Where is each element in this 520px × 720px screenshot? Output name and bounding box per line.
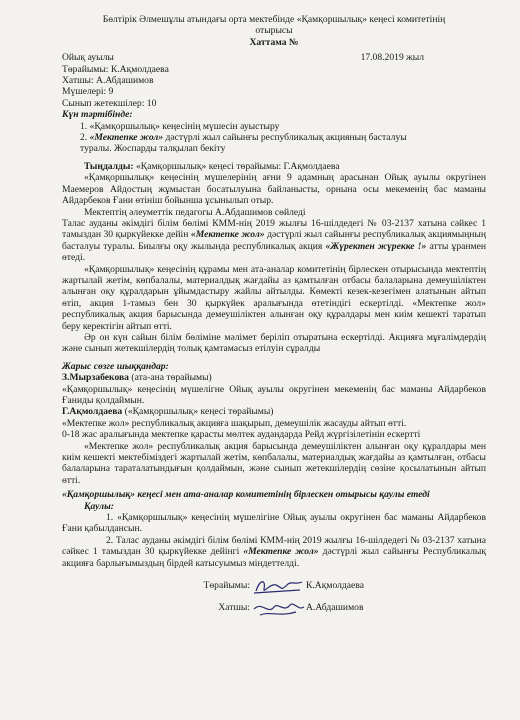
class-teachers-line: Сынып жетекшілер: 10	[62, 97, 157, 109]
document-title: Хаттама №	[249, 36, 299, 48]
secretary-signature-icon	[250, 597, 306, 619]
listened-paragraph-4: «Қамқоршылық» кеңесінің құрамы мен ата-аналар комитетінің бірлескен отырысында мектептің жартылай жетім, көпбалалы, материалдық жағдайы аз қамтылған отбасы балаларына демеушіліктен алынған оқу құралдарын ұйымдастыру жайлы айтылды. Көмекті кезек-кезегімен алатынын айтып өтіп, акция 1-тамыз бен 30 қыркүйек аралығында өтетіндігі ескертілді. «Мектепке жол» республикалық акция барысында демеушіліктен алынған оқу құралдары мен киім кешекті таратып беру керектігін айтып өтті.	[62, 263, 486, 332]
resolution-heading: «Қамқоршылық» кеңесі мен ата-аналар комитетінің бірлескен отырысы қаулы етеді	[62, 489, 430, 501]
place-date-row	[62, 52, 486, 63]
speaker-2-text-2: 0-18 жас аралығында мектепке қарасты мөлтек аудандарда Рейд жүргізілетінін ескертті	[62, 429, 421, 441]
chair-signature-row	[62, 575, 486, 597]
meeting-date: 17.08.2019 жыл	[360, 52, 424, 64]
listened-paragraph-3: Талас ауданы әкімдігі білім бөлімі КММ-нің 2019 жылғы 16-шілдедегі № 03-2137 хатына сәйкес 1 тамыздан 30 қыркүйекке дейін «Мектепке жол» дәстүрлі жыл сайынғы республикалық акциямыңның басталуы туралы. Биылғы оқу жылында республикалық акция «Жүректен жүрекке !» атты ұранмен өтеді.	[62, 217, 487, 264]
debate-heading: Жарыс сөзге шыққандар:	[62, 360, 169, 372]
secretary-signature-label: Хатшы:	[218, 602, 250, 614]
resolution-item-1: 1. «Қамқоршылық» кеңесінің мүшелігіне Ойық ауылы округінен бас маманы Айдарбеков Ғани қабылдансын.	[62, 512, 486, 535]
resolution-subheading: Қаулы:	[84, 500, 114, 512]
speaker-1-text: «Қамқоршылық» кеңесінің мүшелігне Ойық ауылы округінен мекеменің бас маманы Айдарбеков Ғаниды қолдаймын.	[62, 383, 486, 406]
school-header: Бөлтірік Әлмешұлы атындағы орта мектебінде «Қамқоршылық» кеңесі комитетінің	[102, 14, 446, 25]
speaker-1: З.Мырзабекова (ата-ана төрайымы)	[62, 372, 212, 384]
agenda-item-1: 1. «Қамқоршылық» кеңесінің мүшесін ауыстыру	[80, 120, 280, 132]
chair-signature-name: К.Ақмолдаева	[306, 580, 364, 592]
listened-paragraph-5: Әр он күн сайын білім бөліміне мәлімет беріліп отыратына ескертілді. Акцияға мұғалімдердің және сынып жетекшілердің толық қамтамасыз етілуін сұралды	[62, 331, 486, 355]
resolution-item-2: 2. Талас ауданы әкімдігі білім бөлімі КММ-нің 2019 жылғы 16-шілдедегі № 03-2137 хатына сәйкес 1 тамыздан 30 қыркүйекке дейінгі «Мектепке жол» дәстүрлі жыл сайынғы Республикалық акцияға барлығымыздың бірдей катысуымыз міндеттелді.	[62, 534, 487, 569]
speaker-2: Г.Ақмолдаева («Қамқоршылық» кеңесі төрайымы)	[62, 406, 274, 418]
speaker-2-text-3: «Мектепке жол» республикалық акция барысында демеушіліктен алынған оқу құралдары мен киім кешекті мектебіміздегі жартылай жетім, көпбалалы, материалдық жағдайы аз қамтылған, отбасы балаларына тараталатындығын қолдаймын, және сынып жетекшілердің сөзіне қосылатынын айтып өтті.	[62, 440, 486, 486]
chair-signature-label: Төрайымы:	[203, 580, 250, 592]
listened-paragraph-1: «Қамқоршылық» кеңесінің мүшелерінің ағни 9 адамның арасынан Ойық ауылы округінен Маемеров Айдостың жұмыстан босатылуына байланысты, орнына осы мекеменің бас маманы Айдарбеков Ғани өтініш бойынша ұсынылып отыр.	[62, 172, 486, 207]
speaker-2-text-1: «Мектепке жол» республикалық акцияға шақырып, демеушілік жасауды айтып өтті.	[62, 417, 407, 429]
meeting-label: отырысы	[255, 25, 293, 37]
agenda-item-2: 2. «Мектепке жол» дәстүрлі жыл сайынғы республикалық акцияның басталуы	[80, 132, 407, 144]
agenda-item-2-cont: туралы. Жоспарды талқылап бекіту	[80, 143, 226, 155]
secretary-line: Хатшы: А.Абдашимов	[62, 75, 154, 87]
members-line: Мүшелері: 9	[62, 86, 114, 98]
chair-line: Төрайымы: К.Ақмолдаева	[62, 63, 169, 75]
chair-signature-icon	[250, 575, 306, 597]
secretary-signature-name: А.Абдашимов	[306, 602, 364, 614]
agenda-heading: Күн тәртібінде:	[62, 109, 133, 121]
listened-paragraph-2: Мектептің әлеуметтік педагогы А.Абдашимов сөйледі	[84, 206, 306, 218]
village-name: Ойық ауылы	[62, 52, 114, 64]
listened-line: Тыңдалды: «Қамқоршылық» кеңесі төрайымы: Г.Ақмолдаева	[84, 160, 340, 172]
secretary-signature-row	[62, 597, 486, 619]
